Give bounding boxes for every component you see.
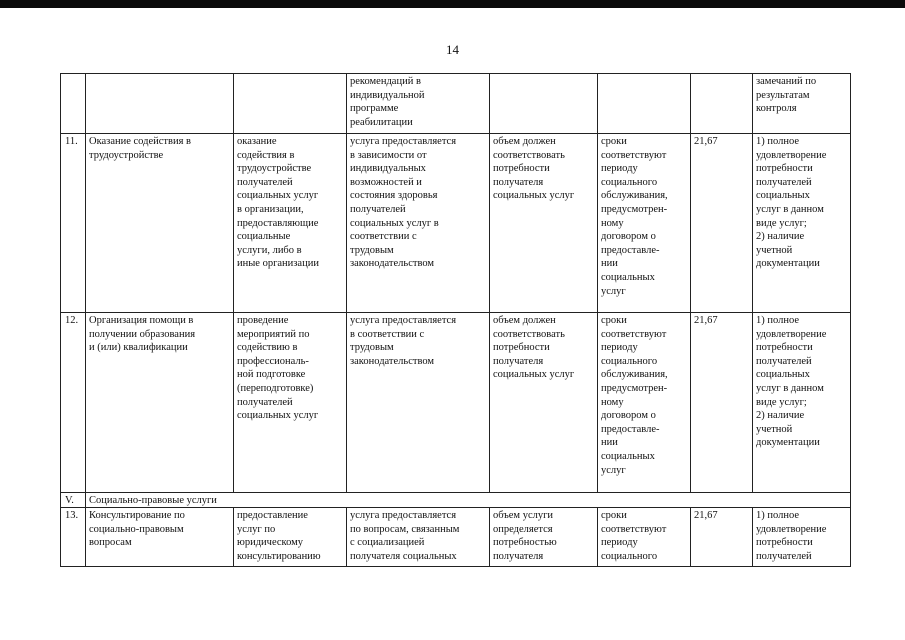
row-number: 11. xyxy=(61,134,86,313)
table-row xyxy=(61,134,851,313)
service-cost: 21,67 xyxy=(691,313,753,493)
row-number: 13. xyxy=(61,508,86,567)
page-number: 14 xyxy=(446,42,459,57)
section-row xyxy=(61,493,851,508)
service-conditions: услуга предоставляется в соответствии с трудовым законодательством xyxy=(347,313,490,493)
table-row xyxy=(61,313,851,493)
table-cell xyxy=(234,74,347,134)
table-cell: рекомендаций в индивидуальной программе реабилитации xyxy=(347,74,490,134)
service-terms: сроки соответствуют периоду социального обслуживания, предусмотрен- ному договором о предоставле- нии социальных услуг xyxy=(598,313,691,493)
service-conditions: услуга предоставляется в зависимости от индивидуальных возможностей и состояния здоровья получателей социальных услуг в соответствии с трудовым законодательством xyxy=(347,134,490,313)
service-quality: 1) полное удовлетворение потребности получателей социальных услуг в данном виде услуг; 2) наличие учетной документации xyxy=(753,134,851,313)
service-description: проведение мероприятий по содействию в профессиональ- ной подготовке (переподготовке) получателей социальных услуг xyxy=(234,313,347,493)
service-terms: сроки соответствуют периоду социального обслуживания, предусмотрен- ному договором о предоставле- нии социальных услуг xyxy=(598,134,691,313)
table-cell xyxy=(61,74,86,134)
service-description: оказание содействия в трудоустройстве получателей социальных услуг в организации, предоставляющие социальные услуги, либо в иные организации xyxy=(234,134,347,313)
table-cell xyxy=(86,74,234,134)
service-quality: 1) полное удовлетворение потребности получателей социальных услуг в данном виде услуг; 2) наличие учетной документации xyxy=(753,313,851,493)
row-number: 12. xyxy=(61,313,86,493)
table-cell xyxy=(490,74,598,134)
table-cell xyxy=(598,74,691,134)
service-volume: объем услуги определяется потребностью получателя xyxy=(490,508,598,567)
service-volume: объем должен соответствовать потребности получателя социальных услуг xyxy=(490,313,598,493)
service-name: Консультирование по социально-правовым вопросам xyxy=(86,508,234,567)
service-volume: объем должен соответствовать потребности получателя социальных услуг xyxy=(490,134,598,313)
table-row xyxy=(61,508,851,567)
table-row-continued xyxy=(61,74,851,134)
service-conditions: услуга предоставляется по вопросам, связанным с социализацией получателя социальных xyxy=(347,508,490,567)
service-terms: сроки соответствуют периоду социального xyxy=(598,508,691,567)
scan-top-border xyxy=(0,0,905,8)
service-cost: 21,67 xyxy=(691,134,753,313)
service-quality: 1) полное удовлетворение потребности получателей xyxy=(753,508,851,567)
section-title: Социально-правовые услуги xyxy=(86,493,851,508)
service-name: Организация помощи в получении образования и (или) квалификации xyxy=(86,313,234,493)
section-number: V. xyxy=(61,493,86,508)
table-cell xyxy=(691,74,753,134)
service-cost: 21,67 xyxy=(691,508,753,567)
services-table xyxy=(60,73,851,567)
table-cell: замечаний по результатам контроля xyxy=(753,74,851,134)
service-description: предоставление услуг по юридическому консультированию xyxy=(234,508,347,567)
service-name: Оказание содействия в трудоустройстве xyxy=(86,134,234,313)
